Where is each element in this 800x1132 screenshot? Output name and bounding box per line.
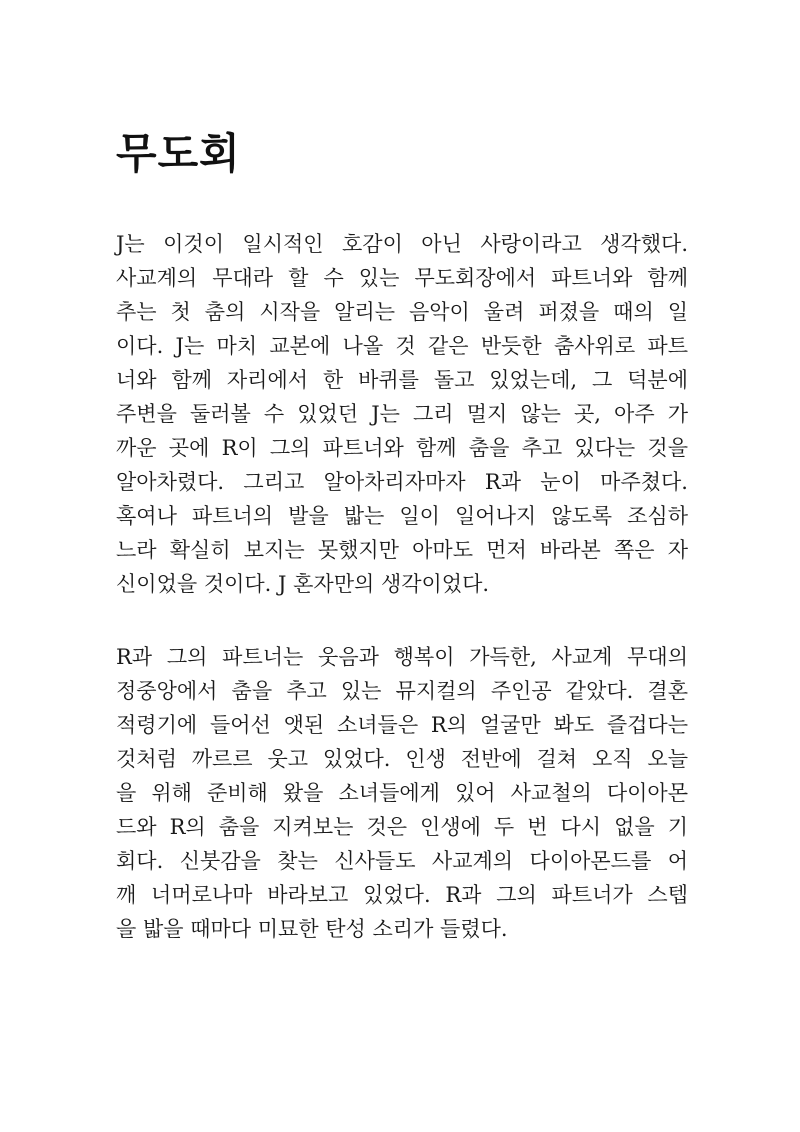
paragraph-line: 추는 첫 춤의 시작을 알리는 음악이 울려 퍼졌을 때의 일 — [116, 300, 688, 324]
paragraph-line: 알아차렸다. 그리고 알아차리자마자 R과 눈이 마주쳤다. — [116, 470, 688, 494]
paragraph-line: 정중앙에서 춤을 추고 있는 뮤지컬의 주인공 같았다. 결혼 — [116, 679, 688, 703]
document-title: 무도회 — [116, 129, 241, 178]
paragraph-line: 까운 곳에 R이 그의 파트너와 함께 춤을 추고 있다는 것을 — [116, 436, 688, 460]
paragraph-line: 회다. 신붓감을 찾는 신사들도 사교계의 다이아몬드를 어 — [116, 849, 688, 873]
paragraph-line: 느라 확실히 보지는 못했지만 아마도 먼저 바라본 쪽은 자 — [116, 538, 688, 562]
paragraph-line: 드와 R의 춤을 지켜보는 것은 인생에 두 번 다시 없을 기 — [116, 815, 688, 839]
paragraph-1 — [116, 227, 688, 601]
paragraph-line: 너와 함께 자리에서 한 바퀴를 돌고 있었는데, 그 덕분에 — [116, 368, 688, 392]
paragraph-line: 주변을 둘러볼 수 있었던 J는 그리 멀지 않는 곳, 아주 가 — [116, 402, 688, 426]
paragraph-line: 사교계의 무대라 할 수 있는 무도회장에서 파트너와 함께 — [116, 266, 688, 290]
paragraph-line: 것처럼 까르르 웃고 있었다. 인생 전반에 걸쳐 오직 오늘 — [116, 747, 688, 771]
paragraph-line: 깨 너머로나마 바라보고 있었다. R과 그의 파트너가 스텝 — [116, 883, 688, 907]
paragraph-line: 신이었을 것이다. J 혼자만의 생각이었다. — [116, 572, 490, 596]
paragraph-line: R과 그의 파트너는 웃음과 행복이 가득한, 사교계 무대의 — [116, 645, 688, 669]
paragraph-2 — [116, 640, 688, 946]
paragraph-line: 을 밟을 때마다 미묘한 탄성 소리가 들렸다. — [116, 917, 508, 941]
paragraph-line: 적령기에 들어선 앳된 소녀들은 R의 얼굴만 봐도 즐겁다는 — [116, 713, 688, 737]
paragraph-line: 을 위해 준비해 왔을 소녀들에게 있어 사교철의 다이아몬 — [116, 781, 688, 805]
paragraph-line: 이다. J는 마치 교본에 나올 것 같은 반듯한 춤사위로 파트 — [116, 334, 688, 358]
paragraph-line: 혹여나 파트너의 발을 밟는 일이 일어나지 않도록 조심하 — [116, 504, 688, 528]
paragraph-line: J는 이것이 일시적인 호감이 아닌 사랑이라고 생각했다. — [116, 232, 688, 256]
